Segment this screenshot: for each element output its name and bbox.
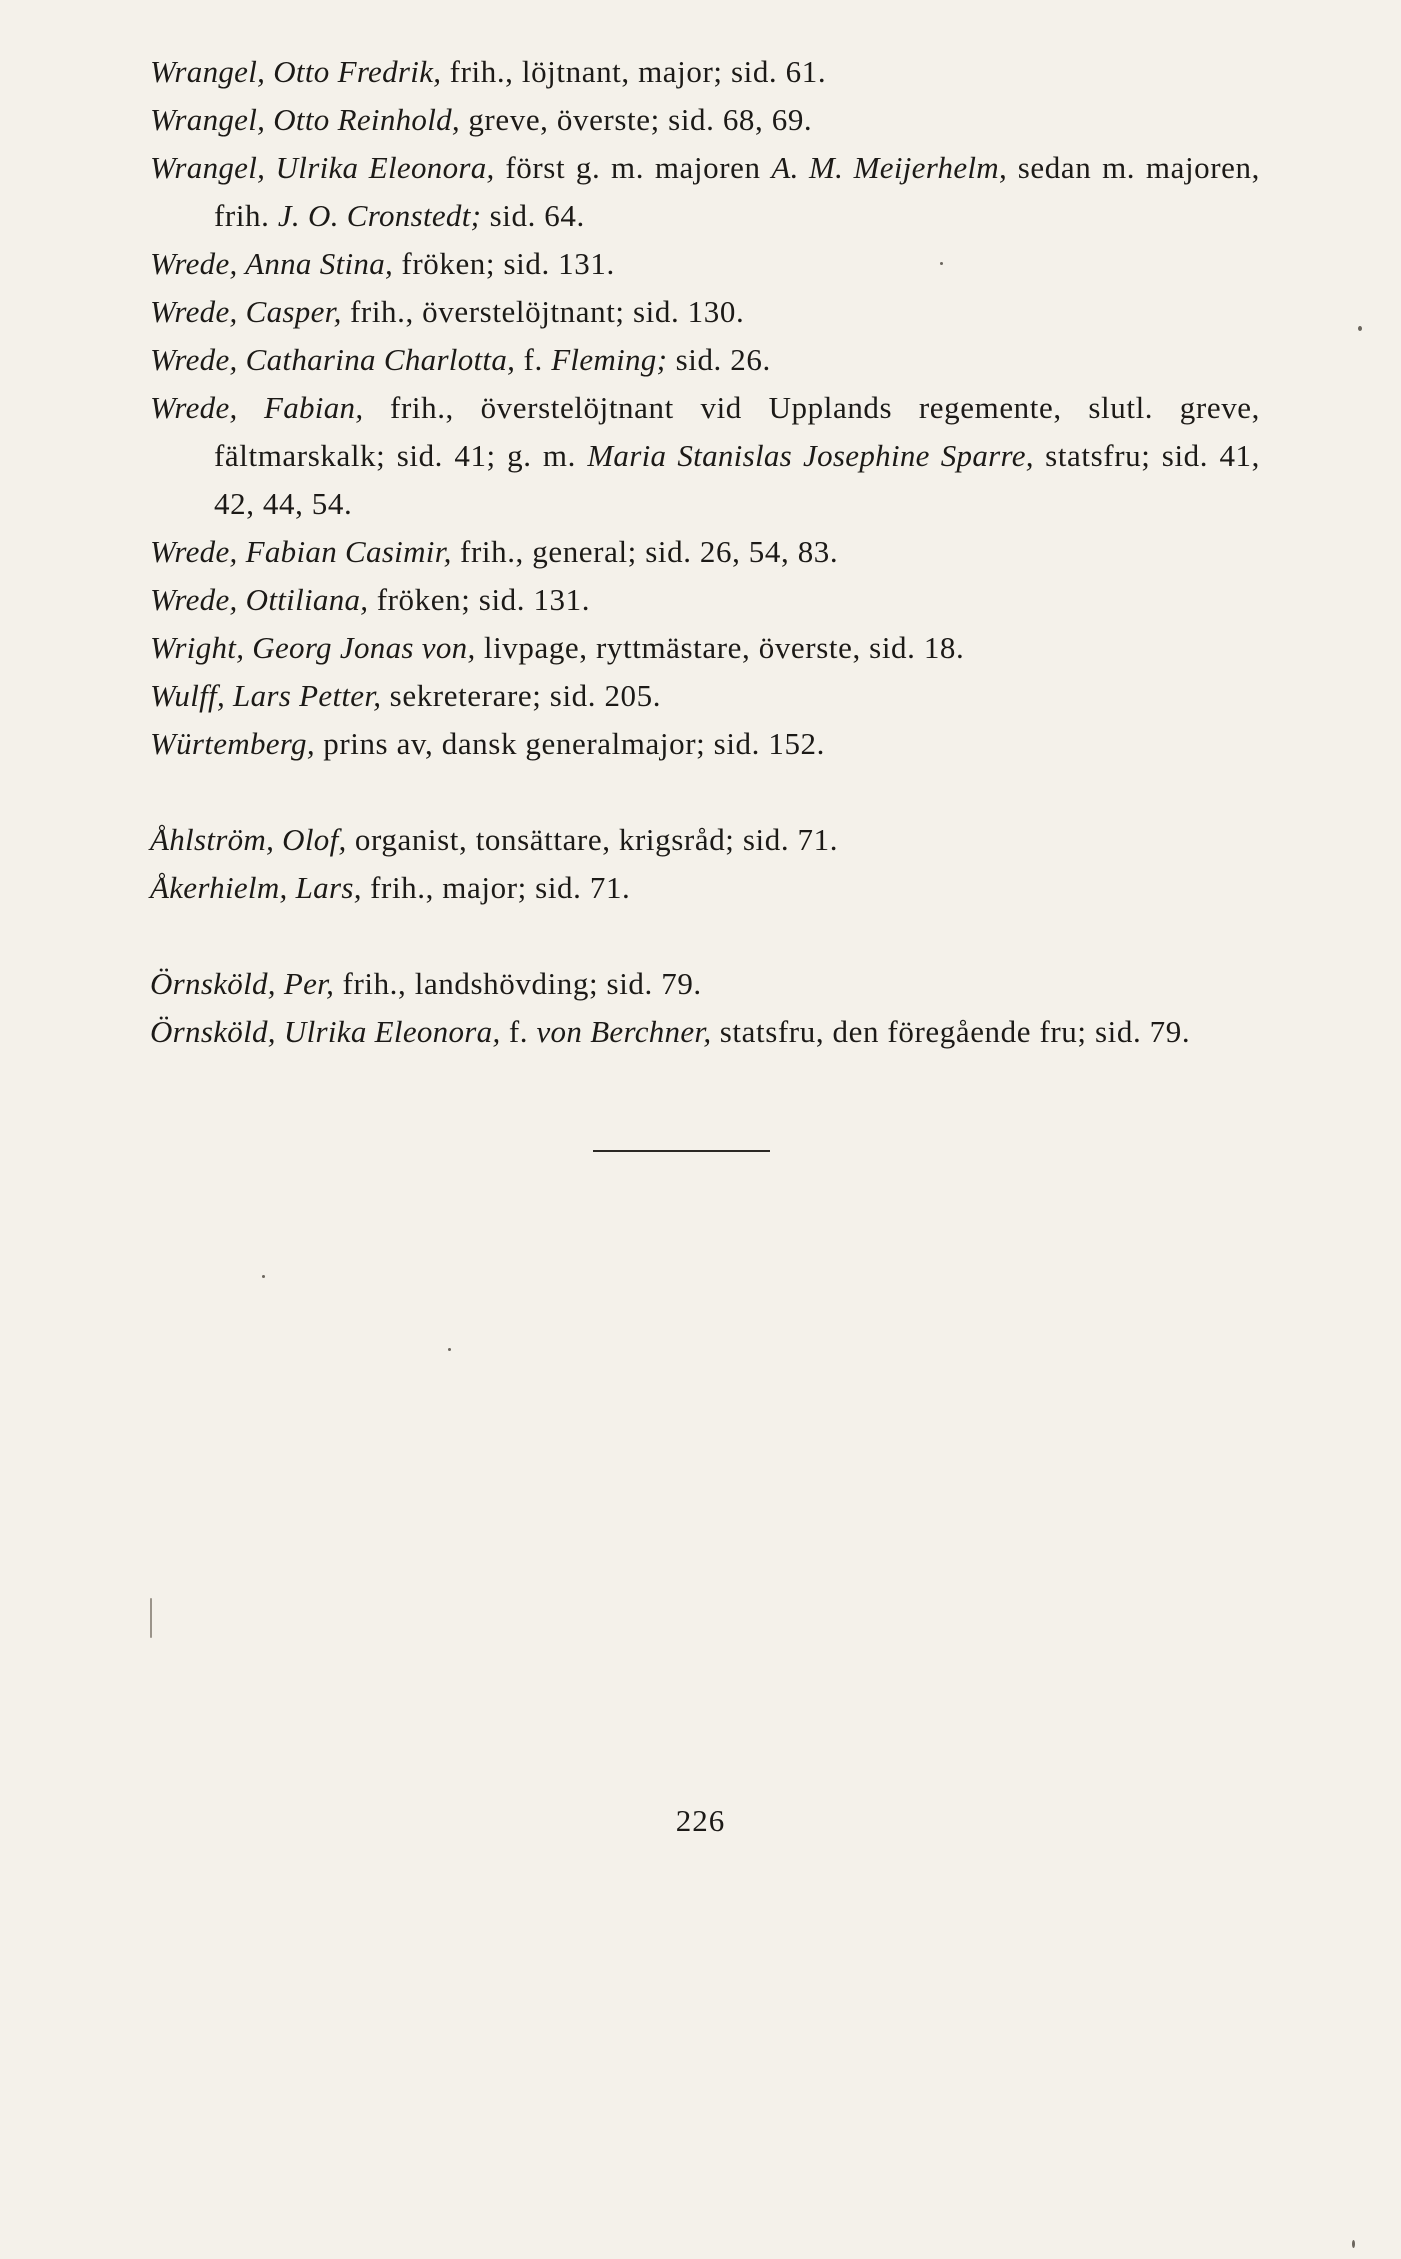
- index-entry: [150, 288, 1260, 336]
- entry-description: frih., general; sid. 26, 54, 83.: [451, 534, 839, 569]
- index-entry: [150, 576, 1260, 624]
- paper-speck: [262, 1275, 265, 1278]
- section-end-rule: [593, 1150, 770, 1152]
- index-entry: [150, 672, 1260, 720]
- entry-maiden-name: von Berchner,: [536, 1014, 712, 1049]
- index-entry: [150, 864, 1260, 912]
- index-group-aa: [150, 816, 1260, 912]
- entry-name: Örnsköld, Per,: [150, 966, 335, 1001]
- entry-description: frih., major; sid. 71.: [361, 870, 631, 905]
- entry-description-continued: sedan m. majoren, frih.: [214, 150, 1260, 233]
- entry-spouse-name: A. M. Meijerhelm,: [771, 150, 1008, 185]
- index-group-oe: [150, 960, 1260, 1056]
- paper-speck: [150, 1598, 152, 1638]
- index-entry: [150, 384, 1260, 528]
- index-entry: [150, 960, 1260, 1008]
- entry-description: livpage, ryttmästare, överste, sid. 18.: [475, 630, 965, 665]
- entry-description: frih., löjtnant, major; sid. 61.: [441, 54, 827, 89]
- entry-maiden-name: Fleming;: [551, 342, 668, 377]
- entry-name: Wrede, Casper,: [150, 294, 342, 329]
- entry-name: Wrede, Anna Stina,: [150, 246, 394, 281]
- entry-name: Wrede, Ottiliana,: [150, 582, 369, 617]
- index-entry: [150, 240, 1260, 288]
- entry-description: prins av, dansk generalmajor; sid. 152.: [314, 726, 826, 761]
- entry-description-end: statsfru, den föregående fru; sid. 79.: [711, 1014, 1191, 1049]
- entry-description-end: sid. 64.: [481, 198, 585, 233]
- index-entry: [150, 720, 1260, 768]
- index-entry: [150, 96, 1260, 144]
- entry-name: Wrangel, Otto Reinhold,: [150, 102, 460, 137]
- entry-description: sekreterare; sid. 205.: [381, 678, 662, 713]
- entry-description-end: statsfru; sid. 41, 42, 44, 54.: [214, 438, 1261, 521]
- entry-description: f.: [500, 1014, 537, 1049]
- entry-name: Wrede, Catharina Charlotta,: [150, 342, 516, 377]
- entry-description-end: sid. 26.: [667, 342, 771, 377]
- entry-description: fröken; sid. 131.: [368, 582, 591, 617]
- index-entry: [150, 48, 1260, 96]
- paper-speck: [1358, 326, 1362, 331]
- entry-name: Örnsköld, Ulrika Eleonora,: [150, 1014, 501, 1049]
- index-entry: [150, 528, 1260, 576]
- entry-description: greve, överste; sid. 68, 69.: [459, 102, 813, 137]
- entry-description: organist, tonsättare, krigsråd; sid. 71.: [346, 822, 839, 857]
- entry-description: frih., överstelöjtnant; sid. 130.: [341, 294, 745, 329]
- entry-name: Wrede, Fabian,: [150, 390, 364, 425]
- entry-name: Åkerhielm, Lars,: [150, 870, 362, 905]
- page-number: 226: [675, 1803, 726, 1838]
- index-entry: [150, 144, 1260, 240]
- entry-description: först g. m. majoren: [494, 150, 772, 185]
- entry-name: Wright, Georg Jonas von,: [150, 630, 476, 665]
- index-group-w: [150, 48, 1260, 768]
- entry-name: Åhlström, Olof,: [150, 822, 347, 857]
- entry-description: f.: [515, 342, 552, 377]
- entry-spouse-name: Maria Stanislas Josephine Sparre,: [587, 438, 1034, 473]
- entry-name: Wrangel, Otto Fredrik,: [150, 54, 442, 89]
- entry-name: Wrede, Fabian Casimir,: [150, 534, 452, 569]
- paper-speck: [940, 262, 943, 265]
- entry-name: Wulff, Lars Petter,: [150, 678, 382, 713]
- entry-description: fröken; sid. 131.: [393, 246, 615, 281]
- index-entry: [150, 1008, 1260, 1056]
- entry-description: frih., landshövding; sid. 79.: [334, 966, 702, 1001]
- entry-name: Würtemberg,: [150, 726, 315, 761]
- paper-speck: [448, 1348, 451, 1351]
- index-entry: [150, 816, 1260, 864]
- entry-second-spouse-name: J. O. Cronstedt;: [277, 198, 482, 233]
- entry-name: Wrangel, Ulrika Eleonora,: [150, 150, 495, 185]
- entry-description: frih., överstelöjtnant vid Upplands regemente, slutl. greve, fältmarskalk; sid. 41; g. m.: [214, 390, 1260, 473]
- paper-speck: [1352, 2240, 1355, 2248]
- index-entry: [150, 336, 1260, 384]
- index-entry: [150, 624, 1260, 672]
- index-entries: [150, 48, 1260, 1056]
